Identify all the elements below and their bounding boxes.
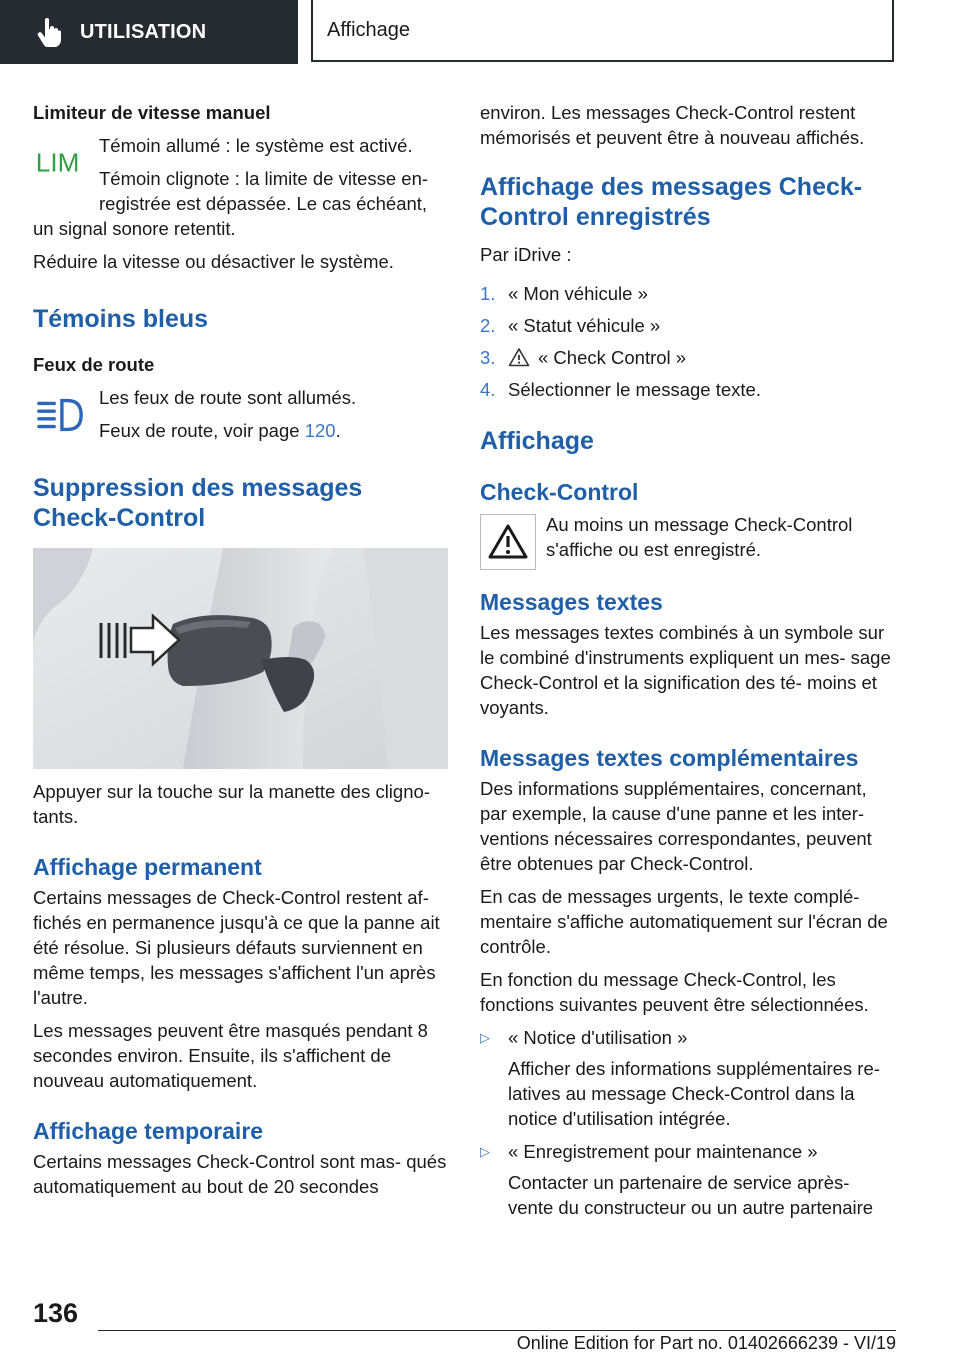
temporary-heading: Affichage temporaire xyxy=(33,1118,264,1144)
check-control-text: Au moins un message Check-Control s'affiche ou est enregistré. xyxy=(546,514,853,560)
step-number: 3. xyxy=(480,347,496,368)
step-item xyxy=(480,345,895,370)
lim-indicator-icon xyxy=(33,145,89,177)
lim-text-2b: registrée est dépassée. Le cas échéant, xyxy=(99,193,428,214)
temporary-text-1: Certains messages Check-Control sont mas‐ qués automatiquement au bout de 20 secondes xyxy=(33,1151,447,1197)
step-item xyxy=(480,281,895,306)
supplementary-text-3: En fonction du message Check-Control, les fonctions suivantes peuvent être sélectionnées. xyxy=(480,969,869,1015)
chapter-tab xyxy=(311,0,894,62)
lim-icon-text: LIM xyxy=(35,147,80,177)
warning-triangle-icon xyxy=(508,347,530,367)
step-number: 4. xyxy=(480,379,496,400)
high-beam-text-2 xyxy=(99,418,448,443)
lim-heading: Limiteur de vitesse manuel xyxy=(33,102,271,123)
function-item xyxy=(480,1025,895,1050)
step-text: « Check Control » xyxy=(538,347,687,368)
step-text: « Statut véhicule » xyxy=(508,315,661,336)
supplementary-text-1: Des informations supplémentaires, concernant, par exemple, la cause d'une panne et les inter‐ ventions nécessaires correspondantes, peuvent être obtenues par Check-Control. xyxy=(480,778,872,874)
page-link-120[interactable]: 120 xyxy=(304,420,336,441)
right-column xyxy=(480,100,895,1220)
function-desc: Afficher des informations supplémentaires re‐ latives au message Check-Control dans la notice d'utilisation intégrée. xyxy=(508,1058,880,1129)
stalk-photo-container xyxy=(33,548,448,769)
footer-rule xyxy=(98,1330,896,1331)
display-heading: Affichage xyxy=(480,427,594,455)
supplementary-text-2: En cas de messages urgents, le texte complé‐ mentaire s'affiche automatiquement sur l'écran de contrôle. xyxy=(480,886,888,957)
high-beam-icon xyxy=(35,397,85,433)
bullet-triangle-icon: ▷ xyxy=(480,1030,490,1045)
high-beam-block xyxy=(33,385,448,443)
text-messages-heading: Messages textes xyxy=(480,589,663,615)
turn-signal-stalk-illustration xyxy=(33,548,448,769)
function-title: « Enregistrement pour maintenance » xyxy=(508,1141,818,1162)
section-tab xyxy=(0,0,298,64)
permanent-text-2: Les messages peuvent être masqués pendant 8 secondes environ. Ensuite, ils s'affichent de nouveau automatiquement. xyxy=(33,1020,428,1091)
idrive-steps xyxy=(480,281,895,402)
step-text: Sélectionner le message texte. xyxy=(508,379,761,400)
step-text: « Mon véhicule » xyxy=(508,283,648,304)
lim-text-2c: un signal sonore retentit. xyxy=(33,218,236,239)
step-number: 1. xyxy=(480,283,496,304)
suppress-heading-2: Check-Control xyxy=(33,504,206,532)
function-title: « Notice d'utilisation » xyxy=(508,1027,688,1048)
function-desc: Contacter un partenaire de service après- vente du constructeur ou un autre partenaire xyxy=(508,1172,874,1218)
bullet-triangle-icon: ▷ xyxy=(480,1144,490,1159)
check-control-warning-icon xyxy=(480,514,536,570)
stored-heading-2: Control enregistrés xyxy=(480,203,711,231)
lim-text-2a: Témoin clignote : la limite de vitesse en‐ xyxy=(99,168,429,189)
stored-heading-1: Affichage des messages Check- xyxy=(480,173,863,201)
high-beam-heading: Feux de route xyxy=(33,354,155,375)
function-list xyxy=(480,1025,895,1220)
check-control-block xyxy=(480,512,895,572)
idrive-label: Par iDrive : xyxy=(480,244,572,265)
lim-block xyxy=(33,133,448,216)
blue-indicators-heading: Témoins bleus xyxy=(33,305,209,333)
permanent-heading: Affichage permanent xyxy=(33,854,262,880)
high-beam-ref-end: . xyxy=(335,420,341,441)
hand-pointer-icon xyxy=(36,17,62,47)
lim-text-1: Témoin allumé : le système est activé. xyxy=(99,135,413,156)
step-item xyxy=(480,377,895,402)
check-control-heading: Check-Control xyxy=(480,479,639,505)
high-beam-ref-text: Feux de route, voir page xyxy=(99,420,305,441)
suppress-text: Appuyer sur la touche sur la manette des cligno‐ tants. xyxy=(33,781,430,827)
function-item xyxy=(480,1139,895,1164)
chapter-title: Affichage xyxy=(327,18,411,41)
turn-signal-stalk-image xyxy=(33,548,448,769)
lim-text-3: Réduire la vitesse ou désactiver le système. xyxy=(33,251,394,272)
supplementary-heading: Messages textes complémentaires xyxy=(480,745,859,771)
page-number: 136 xyxy=(33,1298,79,1328)
section-title: UTILISATION xyxy=(80,20,207,43)
suppress-heading-1: Suppression des messages xyxy=(33,474,363,502)
text-messages-text: Les messages textes combinés à un symbole sur le combiné d'instruments expliquent un mes‐ sage Check-Control et la signification des té‐ moins et voyants. xyxy=(480,622,891,718)
high-beam-text-1: Les feux de route sont allumés. xyxy=(99,387,357,408)
edition-text: Online Edition for Part no. 01402666239 - VI/19 xyxy=(516,1333,896,1353)
permanent-text-1: Certains messages de Check-Control restent af‐ fichés en permanence jusqu'à ce que la panne ait été résolue. Si plusieurs défauts surviennent en même temps, les messages s'affichent l'un après l'autre. xyxy=(33,887,440,1008)
step-number: 2. xyxy=(480,315,496,336)
continued-text: environ. Les messages Check-Control restent mémorisés et peuvent être à nouveau affichés. xyxy=(480,102,865,148)
step-item xyxy=(480,313,895,338)
left-column xyxy=(33,100,448,1199)
